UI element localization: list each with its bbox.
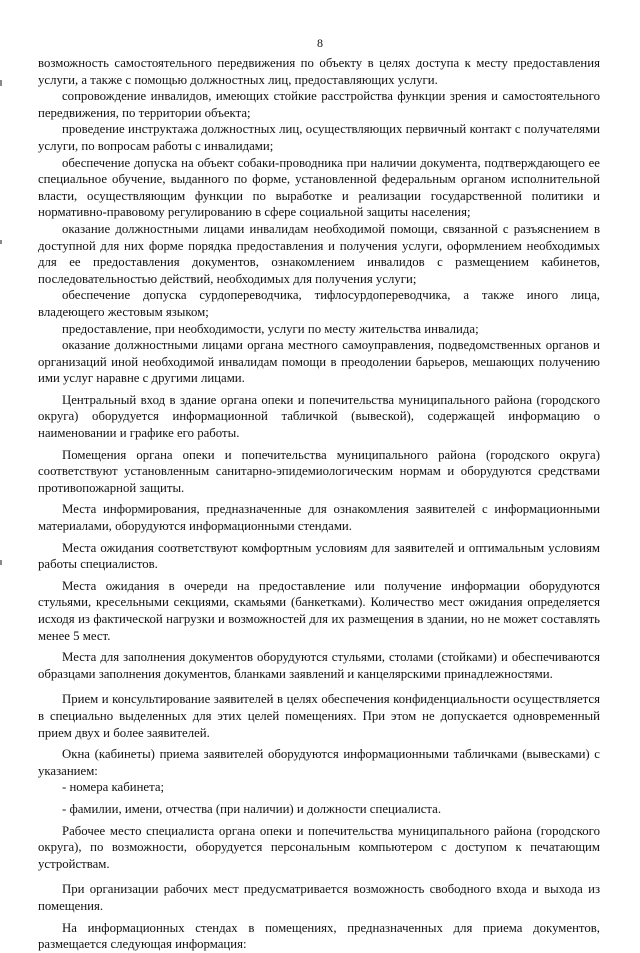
paragraph: Прием и консультирование заявителей в целях обеспечения конфиденциальности осуществляется в специально выделенных для этих целей помещениях. При этом не допускается одновременный прием двух и более заявителей. bbox=[38, 692, 600, 740]
paragraph: обеспечение допуска на объект собаки-проводника при наличии документа, подтверждающего ее специальное обучение, выданного по форме, установленной федеральным органом исполнительной власти, осуществляющим функции по выработке и реализации государственной политики и нормативно-правовому регулированию в сфере социальной защиты населения; bbox=[38, 155, 600, 220]
document-body bbox=[38, 55, 600, 953]
paragraph: Места для заполнения документов оборудуются стульями, столами (стойками) и обеспечиваются образцами заполнения документов, бланками заявлений и канцелярскими принадлежностями. bbox=[38, 650, 600, 681]
paragraph: Рабочее место специалиста органа опеки и попечительства муниципального района (городского округа), по возможности, оборудуется персональным компьютером с доступом к печатающим устройствам. bbox=[38, 823, 600, 871]
page-number: 8 bbox=[317, 36, 323, 50]
paragraph: оказание должностными лицами органа местного самоуправления, подведомственных органов и организаций иной необходимой инвалидам помощи в преодолении барьеров, мешающих получению ими услуг наравне с другими лицами. bbox=[38, 338, 600, 386]
paragraph: Места ожидания в очереди на предоставление или получение информации оборудуются стульями, кресельными секциями, скамьями (банкетками). Количество мест ожидания определяется исходя из фактической нагрузки и возможностей для их размещения в здании, но не может составлять менее 5 мест. bbox=[38, 578, 600, 643]
paragraph: Места ожидания соответствуют комфортным условиям для заявителей и оптимальным условиям работы специалистов. bbox=[38, 540, 600, 572]
scan-edge-mark bbox=[0, 560, 2, 565]
paragraph: возможность самостоятельного передвижения по объекту в целях доступа к месту предоставления услуги, а также с помощью должностных лиц, предоставляющих услуги. bbox=[38, 56, 600, 87]
paragraph: проведение инструктажа должностных лиц, осуществляющих первичный контакт с получателями услуги, по вопросам работы с инвалидами; bbox=[38, 122, 600, 153]
paragraph: Окна (кабинеты) приема заявителей оборудуются информационными табличками (вывесками) с указанием: bbox=[38, 747, 600, 778]
paragraph: Помещения органа опеки и попечительства муниципального района (городского округа) соответствуют установленным санитарно-эпидемиологическим нормам и оборудуются средствами противопожарной защиты. bbox=[38, 447, 600, 495]
paragraph: Места информирования, предназначенные для ознакомления заявителей с информационными материалами, оборудуются информационными стендами. bbox=[38, 502, 600, 534]
paragraph: При организации рабочих мест предусматривается возможность свободного входа и выхода из помещения. bbox=[38, 882, 600, 913]
paragraph: Центральный вход в здание органа опеки и попечительства муниципального района (городского округа) оборудуется информационной табличкой (вывеской), содержащей информацию о наименовании и графике его работы. bbox=[38, 392, 600, 441]
scan-edge-mark bbox=[0, 240, 2, 244]
scan-edge-mark bbox=[0, 80, 2, 86]
paragraph: предоставление, при необходимости, услуги по месту жительства инвалида; bbox=[62, 321, 479, 336]
paragraph: - фамилии, имени, отчества (при наличии) и должности специалиста. bbox=[62, 801, 442, 816]
paragraph: обеспечение допуска сурдопереводчика, тифлосурдопереводчика, а также иного лица, владеющего жестовым языком; bbox=[38, 288, 600, 319]
paragraph: На информационных стендах в помещениях, предназначенных для приема документов, размещается следующая информация: bbox=[38, 920, 600, 952]
paragraph: - номера кабинета; bbox=[62, 780, 165, 795]
paragraph: оказание должностными лицами инвалидам необходимой помощи, связанной с разъяснением в доступной для них форме порядка предоставления и получения услуги, оформлением необходимых для ее предоставления документов, ознакомлением инвалидов с размещением кабинетов, последовательностью действий, необходимых для получения услуги; bbox=[38, 221, 600, 286]
paragraph: сопровождение инвалидов, имеющих стойкие расстройства функции зрения и самостоятельного передвижения, по территории объекта; bbox=[38, 89, 600, 120]
